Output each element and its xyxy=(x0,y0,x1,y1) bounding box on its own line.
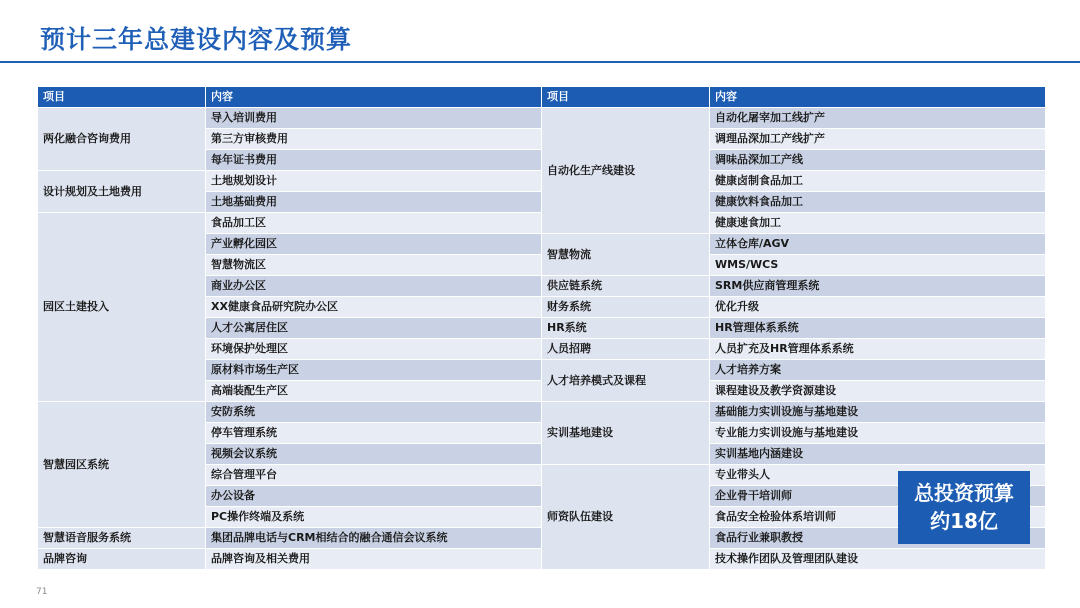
category-cell: 人员招聘 xyxy=(542,339,710,360)
content-cell: 商业办公区 xyxy=(206,276,542,297)
column-header-content: 内容 xyxy=(206,87,542,108)
column-header-project: 项目 xyxy=(542,87,710,108)
content-cell: 环境保护处理区 xyxy=(206,339,542,360)
content-cell: 专业能力实训设施与基地建设 xyxy=(710,423,1046,444)
content-cell: SRM供应商管理系统 xyxy=(710,276,1046,297)
content-cell: 土地基础费用 xyxy=(206,192,542,213)
category-cell: 智慧园区系统 xyxy=(38,402,206,528)
content-cell: 食品加工区 xyxy=(206,213,542,234)
content-cell: 视频会议系统 xyxy=(206,444,542,465)
budget-amount: 约18亿 xyxy=(930,509,998,533)
content-cell: 原材料市场生产区 xyxy=(206,360,542,381)
page-title: 预计三年总建设内容及预算 xyxy=(40,25,353,54)
table-row xyxy=(542,234,1046,255)
content-cell: 智慧物流区 xyxy=(206,255,542,276)
content-cell: 自动化屠宰加工线扩产 xyxy=(710,108,1046,129)
table-row xyxy=(38,213,542,234)
content-cell: 食品安全检验体系培训师 xyxy=(710,507,1046,528)
content-cell: XX健康食品研究院办公区 xyxy=(206,297,542,318)
table-header-row xyxy=(38,87,542,108)
content-cell: 人才公寓居住区 xyxy=(206,318,542,339)
content-cell: 专业带头人 xyxy=(710,465,1046,486)
content-cell: 高端装配生产区 xyxy=(206,381,542,402)
content-cell: 土地规划设计 xyxy=(206,171,542,192)
content-cell: 安防系统 xyxy=(206,402,542,423)
content-cell: 优化升级 xyxy=(710,297,1046,318)
content-cell: 品牌咨询及相关费用 xyxy=(206,549,542,570)
content-cell: 食品行业兼职教授 xyxy=(710,528,1046,549)
page-number: 71 xyxy=(36,587,48,597)
content-cell: 第三方审核费用 xyxy=(206,129,542,150)
table-row xyxy=(542,360,1046,381)
content-cell: 立体仓库/AGV xyxy=(710,234,1046,255)
category-cell: 财务系统 xyxy=(542,297,710,318)
content-cell: 综合管理平台 xyxy=(206,465,542,486)
content-cell: 健康速食加工 xyxy=(710,213,1046,234)
content-cell: 人员扩充及HR管理体系系统 xyxy=(710,339,1046,360)
table-row xyxy=(38,549,542,570)
content-cell: 集团品牌电话与CRM相结合的融合通信会议系统 xyxy=(206,528,542,549)
table-row xyxy=(542,402,1046,423)
category-cell: 智慧物流 xyxy=(542,234,710,276)
budget-label: 总投资预算 xyxy=(914,481,1014,505)
content-cell: 每年证书费用 xyxy=(206,150,542,171)
table-row xyxy=(542,297,1046,318)
category-cell: 两化融合咨询费用 xyxy=(38,108,206,171)
content-cell: HR管理体系系统 xyxy=(710,318,1046,339)
table-row xyxy=(542,108,1046,129)
content-cell: 产业孵化园区 xyxy=(206,234,542,255)
table-row xyxy=(38,528,542,549)
content-cell: 停车管理系统 xyxy=(206,423,542,444)
content-cell: 技术操作团队及管理团队建设 xyxy=(710,549,1046,570)
table-row xyxy=(542,339,1046,360)
content-cell: 课程建设及教学资源建设 xyxy=(710,381,1046,402)
content-cell: 健康卤制食品加工 xyxy=(710,171,1046,192)
category-cell: 师资队伍建设 xyxy=(542,465,710,570)
content-cell: 人才培养方案 xyxy=(710,360,1046,381)
category-cell: 品牌咨询 xyxy=(38,549,206,570)
category-cell: HR系统 xyxy=(542,318,710,339)
content-cell: WMS/WCS xyxy=(710,255,1046,276)
content-cell: 调味品深加工产线 xyxy=(710,150,1046,171)
column-header-content: 内容 xyxy=(710,87,1046,108)
table-row xyxy=(38,402,542,423)
table-row xyxy=(542,318,1046,339)
category-cell: 自动化生产线建设 xyxy=(542,108,710,234)
title-divider xyxy=(0,61,1080,63)
table-header-row xyxy=(542,87,1046,108)
column-header-project: 项目 xyxy=(38,87,206,108)
content-cell: PC操作终端及系统 xyxy=(206,507,542,528)
category-cell: 人才培养模式及课程 xyxy=(542,360,710,402)
left-budget-table xyxy=(37,86,542,570)
content-cell: 实训基地内涵建设 xyxy=(710,444,1046,465)
content-cell: 基础能力实训设施与基地建设 xyxy=(710,402,1046,423)
total-budget-badge xyxy=(898,471,1030,544)
content-cell: 调理品深加工产线扩产 xyxy=(710,129,1046,150)
table-row xyxy=(542,276,1046,297)
category-cell: 供应链系统 xyxy=(542,276,710,297)
content-cell: 导入培训费用 xyxy=(206,108,542,129)
category-cell: 设计规划及土地费用 xyxy=(38,171,206,213)
category-cell: 园区土建投入 xyxy=(38,213,206,402)
table-row xyxy=(38,108,542,129)
table-row xyxy=(38,171,542,192)
category-cell: 实训基地建设 xyxy=(542,402,710,465)
content-cell: 企业骨干培训师 xyxy=(710,486,1046,507)
content-cell: 办公设备 xyxy=(206,486,542,507)
category-cell: 智慧语音服务系统 xyxy=(38,528,206,549)
content-cell: 健康饮料食品加工 xyxy=(710,192,1046,213)
